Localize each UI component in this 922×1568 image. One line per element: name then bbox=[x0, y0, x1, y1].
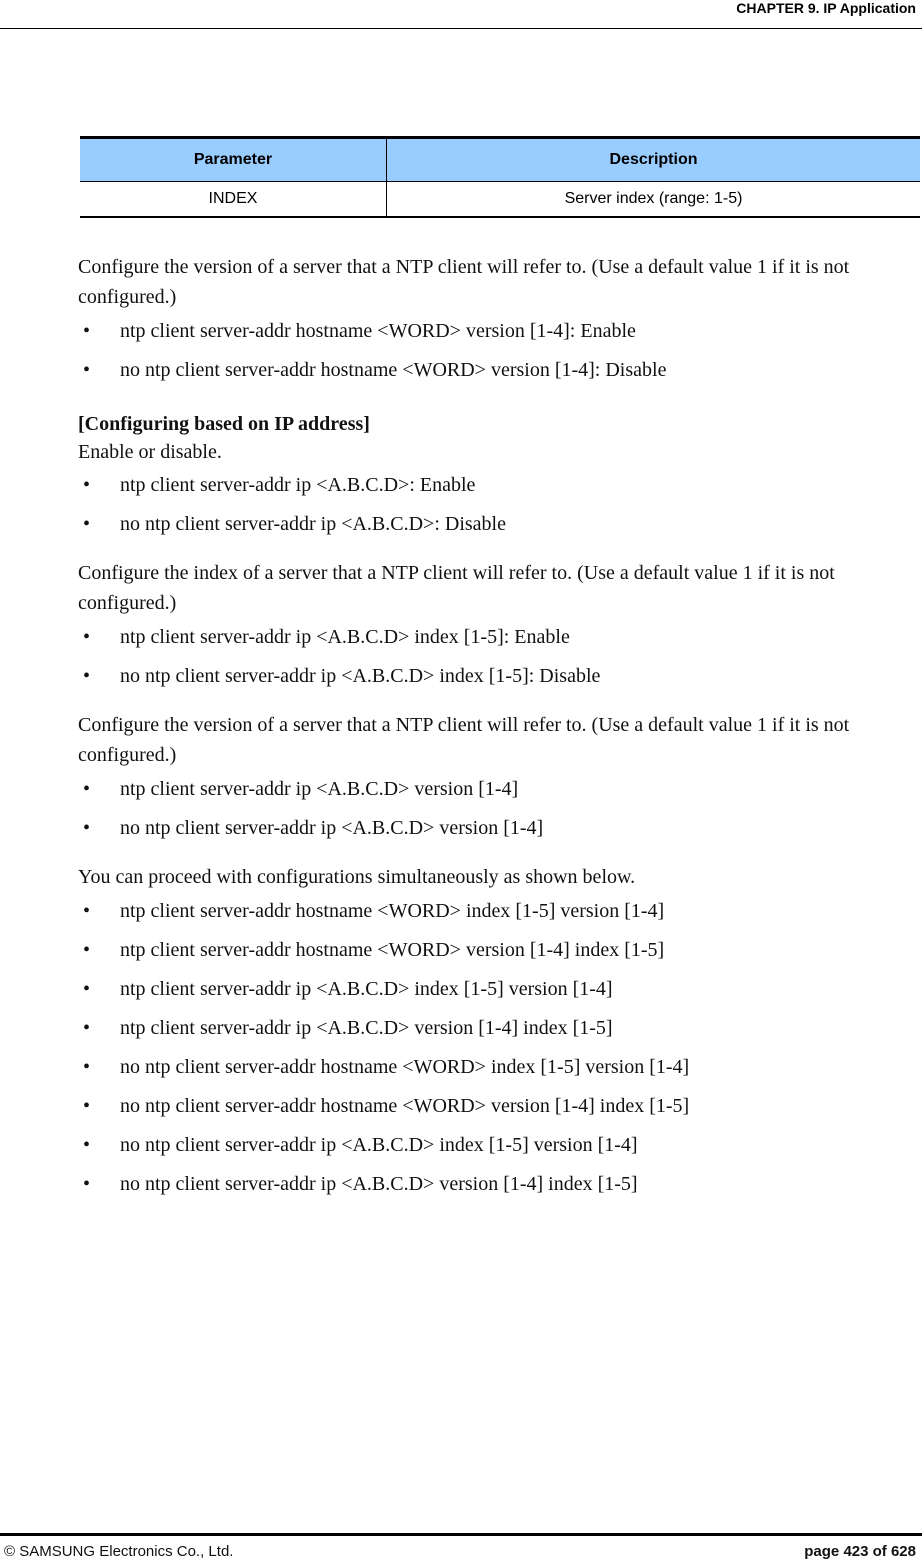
bullet-icon: • bbox=[83, 939, 91, 961]
ip-index-list bbox=[78, 618, 914, 696]
bullet-icon: • bbox=[83, 1173, 91, 1195]
bullet-icon: • bbox=[83, 474, 91, 496]
chapter-title: CHAPTER 9. IP Application bbox=[736, 0, 916, 16]
ip-version-list bbox=[78, 770, 914, 848]
list-item: • ntp client server-addr hostname <WORD> version [1-4]: Enable bbox=[78, 312, 914, 351]
list-item: • ntp client server-addr ip <A.B.C.D> version [1-4] bbox=[78, 770, 914, 809]
bullet-icon: • bbox=[83, 1056, 91, 1078]
list-item: • no ntp client server-addr ip <A.B.C.D> version [1-4] bbox=[78, 809, 914, 848]
copyright-text: © SAMSUNG Electronics Co., Ltd. bbox=[4, 1543, 234, 1560]
list-item: • ntp client server-addr ip <A.B.C.D>: Enable bbox=[78, 466, 914, 505]
ip-enable-list bbox=[78, 466, 914, 544]
table-cell-parameter: INDEX bbox=[80, 182, 387, 218]
list-item: • no ntp client server-addr ip <A.B.C.D> version [1-4] index [1-5] bbox=[78, 1165, 914, 1204]
combined-list bbox=[78, 892, 914, 1204]
page-number: page 423 of 628 bbox=[804, 1543, 916, 1560]
list-item: • ntp client server-addr ip <A.B.C.D> index [1-5] version [1-4] bbox=[78, 970, 914, 1009]
table-header-row bbox=[80, 138, 920, 182]
parameter-table bbox=[80, 136, 920, 218]
hostname-version-list bbox=[78, 312, 914, 390]
bullet-icon: • bbox=[83, 1095, 91, 1117]
document-body bbox=[78, 252, 914, 1204]
ip-enable-intro: Enable or disable. bbox=[78, 441, 222, 463]
list-item: • ntp client server-addr ip <A.B.C.D> index [1-5]: Enable bbox=[78, 618, 914, 657]
bullet-icon: • bbox=[83, 359, 91, 381]
table-cell-description: Server index (range: 1-5) bbox=[387, 182, 921, 218]
section-heading: [Configuring based on IP address] bbox=[78, 413, 370, 435]
bullet-icon: • bbox=[83, 1017, 91, 1039]
bullet-icon: • bbox=[83, 900, 91, 922]
bullet-icon: • bbox=[83, 1134, 91, 1156]
bullet-icon: • bbox=[83, 665, 91, 687]
column-header-description: Description bbox=[387, 138, 921, 182]
list-item: • ntp client server-addr ip <A.B.C.D> version [1-4] index [1-5] bbox=[78, 1009, 914, 1048]
bullet-icon: • bbox=[83, 320, 91, 342]
combined-intro: You can proceed with configurations simultaneously as shown below. bbox=[78, 866, 636, 888]
ip-version-intro: Configure the version of a server that a NTP client will refer to. (Use a default value 1 if it is not configured.) bbox=[78, 714, 850, 766]
list-item: • ntp client server-addr hostname <WORD> version [1-4] index [1-5] bbox=[78, 931, 914, 970]
ip-index-intro: Configure the index of a server that a NTP client will refer to. (Use a default value 1 if it is not configured.) bbox=[78, 562, 835, 614]
table-row bbox=[80, 182, 920, 218]
list-item: • no ntp client server-addr hostname <WORD> version [1-4]: Disable bbox=[78, 351, 914, 390]
list-item: • no ntp client server-addr hostname <WORD> index [1-5] version [1-4] bbox=[78, 1048, 914, 1087]
bullet-icon: • bbox=[83, 817, 91, 839]
bullet-icon: • bbox=[83, 978, 91, 1000]
hostname-version-intro: Configure the version of a server that a NTP client will refer to. (Use a default value 1 if it is not configured.) bbox=[78, 256, 850, 308]
list-item: • no ntp client server-addr hostname <WORD> version [1-4] index [1-5] bbox=[78, 1087, 914, 1126]
list-item: • no ntp client server-addr ip <A.B.C.D>: Disable bbox=[78, 505, 914, 544]
page-footer bbox=[0, 1533, 922, 1568]
bullet-icon: • bbox=[83, 778, 91, 800]
bullet-icon: • bbox=[83, 513, 91, 535]
list-item: • no ntp client server-addr ip <A.B.C.D> index [1-5]: Disable bbox=[78, 657, 914, 696]
column-header-parameter: Parameter bbox=[80, 138, 387, 182]
list-item: • no ntp client server-addr ip <A.B.C.D> index [1-5] version [1-4] bbox=[78, 1126, 914, 1165]
list-item: • ntp client server-addr hostname <WORD> index [1-5] version [1-4] bbox=[78, 892, 914, 931]
page-header bbox=[0, 0, 922, 29]
bullet-icon: • bbox=[83, 626, 91, 648]
